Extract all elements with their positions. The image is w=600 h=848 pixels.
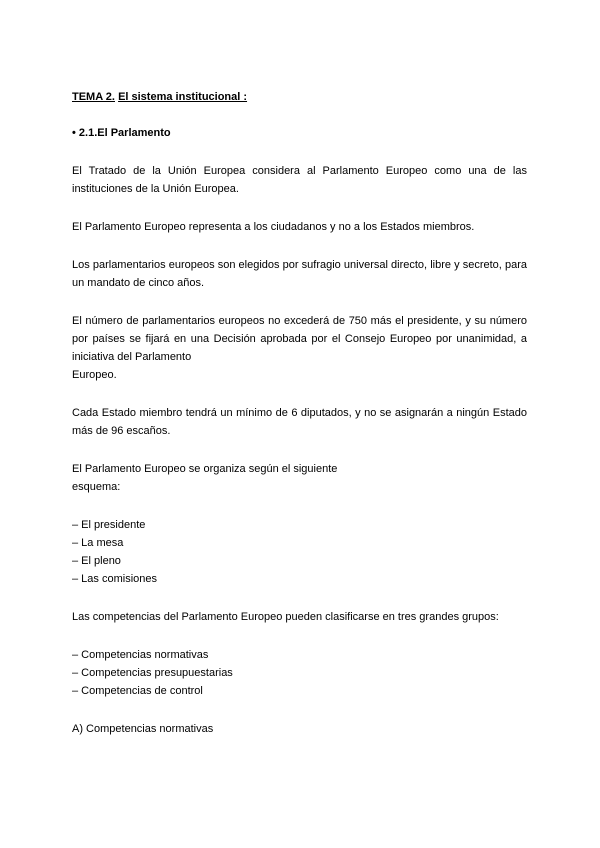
paragraph-organization-end: esquema:	[72, 481, 121, 493]
document-page	[72, 88, 527, 738]
topic-title	[72, 88, 527, 106]
list-item: – La mesa	[72, 537, 124, 549]
paragraph-election: Los parlamentarios europeos son elegidos por sufragio universal directo, libre y secreto, para un mandato de cinco años.	[72, 259, 527, 289]
organization-list	[72, 516, 527, 588]
list-item: – Competencias normativas	[72, 649, 209, 661]
list-item: – El pleno	[72, 555, 121, 567]
paragraph-number-of-members	[72, 312, 527, 384]
competences-list	[72, 646, 527, 700]
paragraph-number-of-members-end: Europeo.	[72, 369, 117, 381]
list-item: – Competencias presupuestarias	[72, 667, 233, 679]
paragraph-competences: Las competencias del Parlamento Europeo pueden clasificarse en tres grandes grupos:	[72, 611, 499, 623]
paragraph-representation: El Parlamento Europeo representa a los ciudadanos y no a los Estados miembros.	[72, 221, 475, 233]
subheading-normative: A) Competencias normativas	[72, 723, 214, 735]
list-item: – Competencias de control	[72, 685, 203, 697]
topic-name: El sistema institucional :	[118, 91, 248, 103]
list-item: – El presidente	[72, 519, 146, 531]
paragraph-organization	[72, 460, 527, 496]
topic-number: TEMA 2.	[72, 91, 115, 103]
paragraph-seats: Cada Estado miembro tendrá un mínimo de 6 diputados, y no se asignarán a ningún Estado más de 96 escaños.	[72, 407, 527, 437]
list-item: – Las comisiones	[72, 573, 157, 585]
paragraph-treaty: El Tratado de la Unión Europea considera al Parlamento Europeo como una de las instituciones de la Unión Europea.	[72, 165, 527, 195]
paragraph-number-of-members-text: El número de parlamentarios europeos no excederá de 750 más el presidente, y su número por países se fijará en una Decisión aprobada por el Consejo Europeo por unanimidad, a iniciativa del Parlamento	[72, 315, 527, 363]
section-heading: • 2.1.El Parlamento	[72, 127, 171, 139]
paragraph-organization-text: El Parlamento Europeo se organiza según el siguiente	[72, 463, 338, 475]
